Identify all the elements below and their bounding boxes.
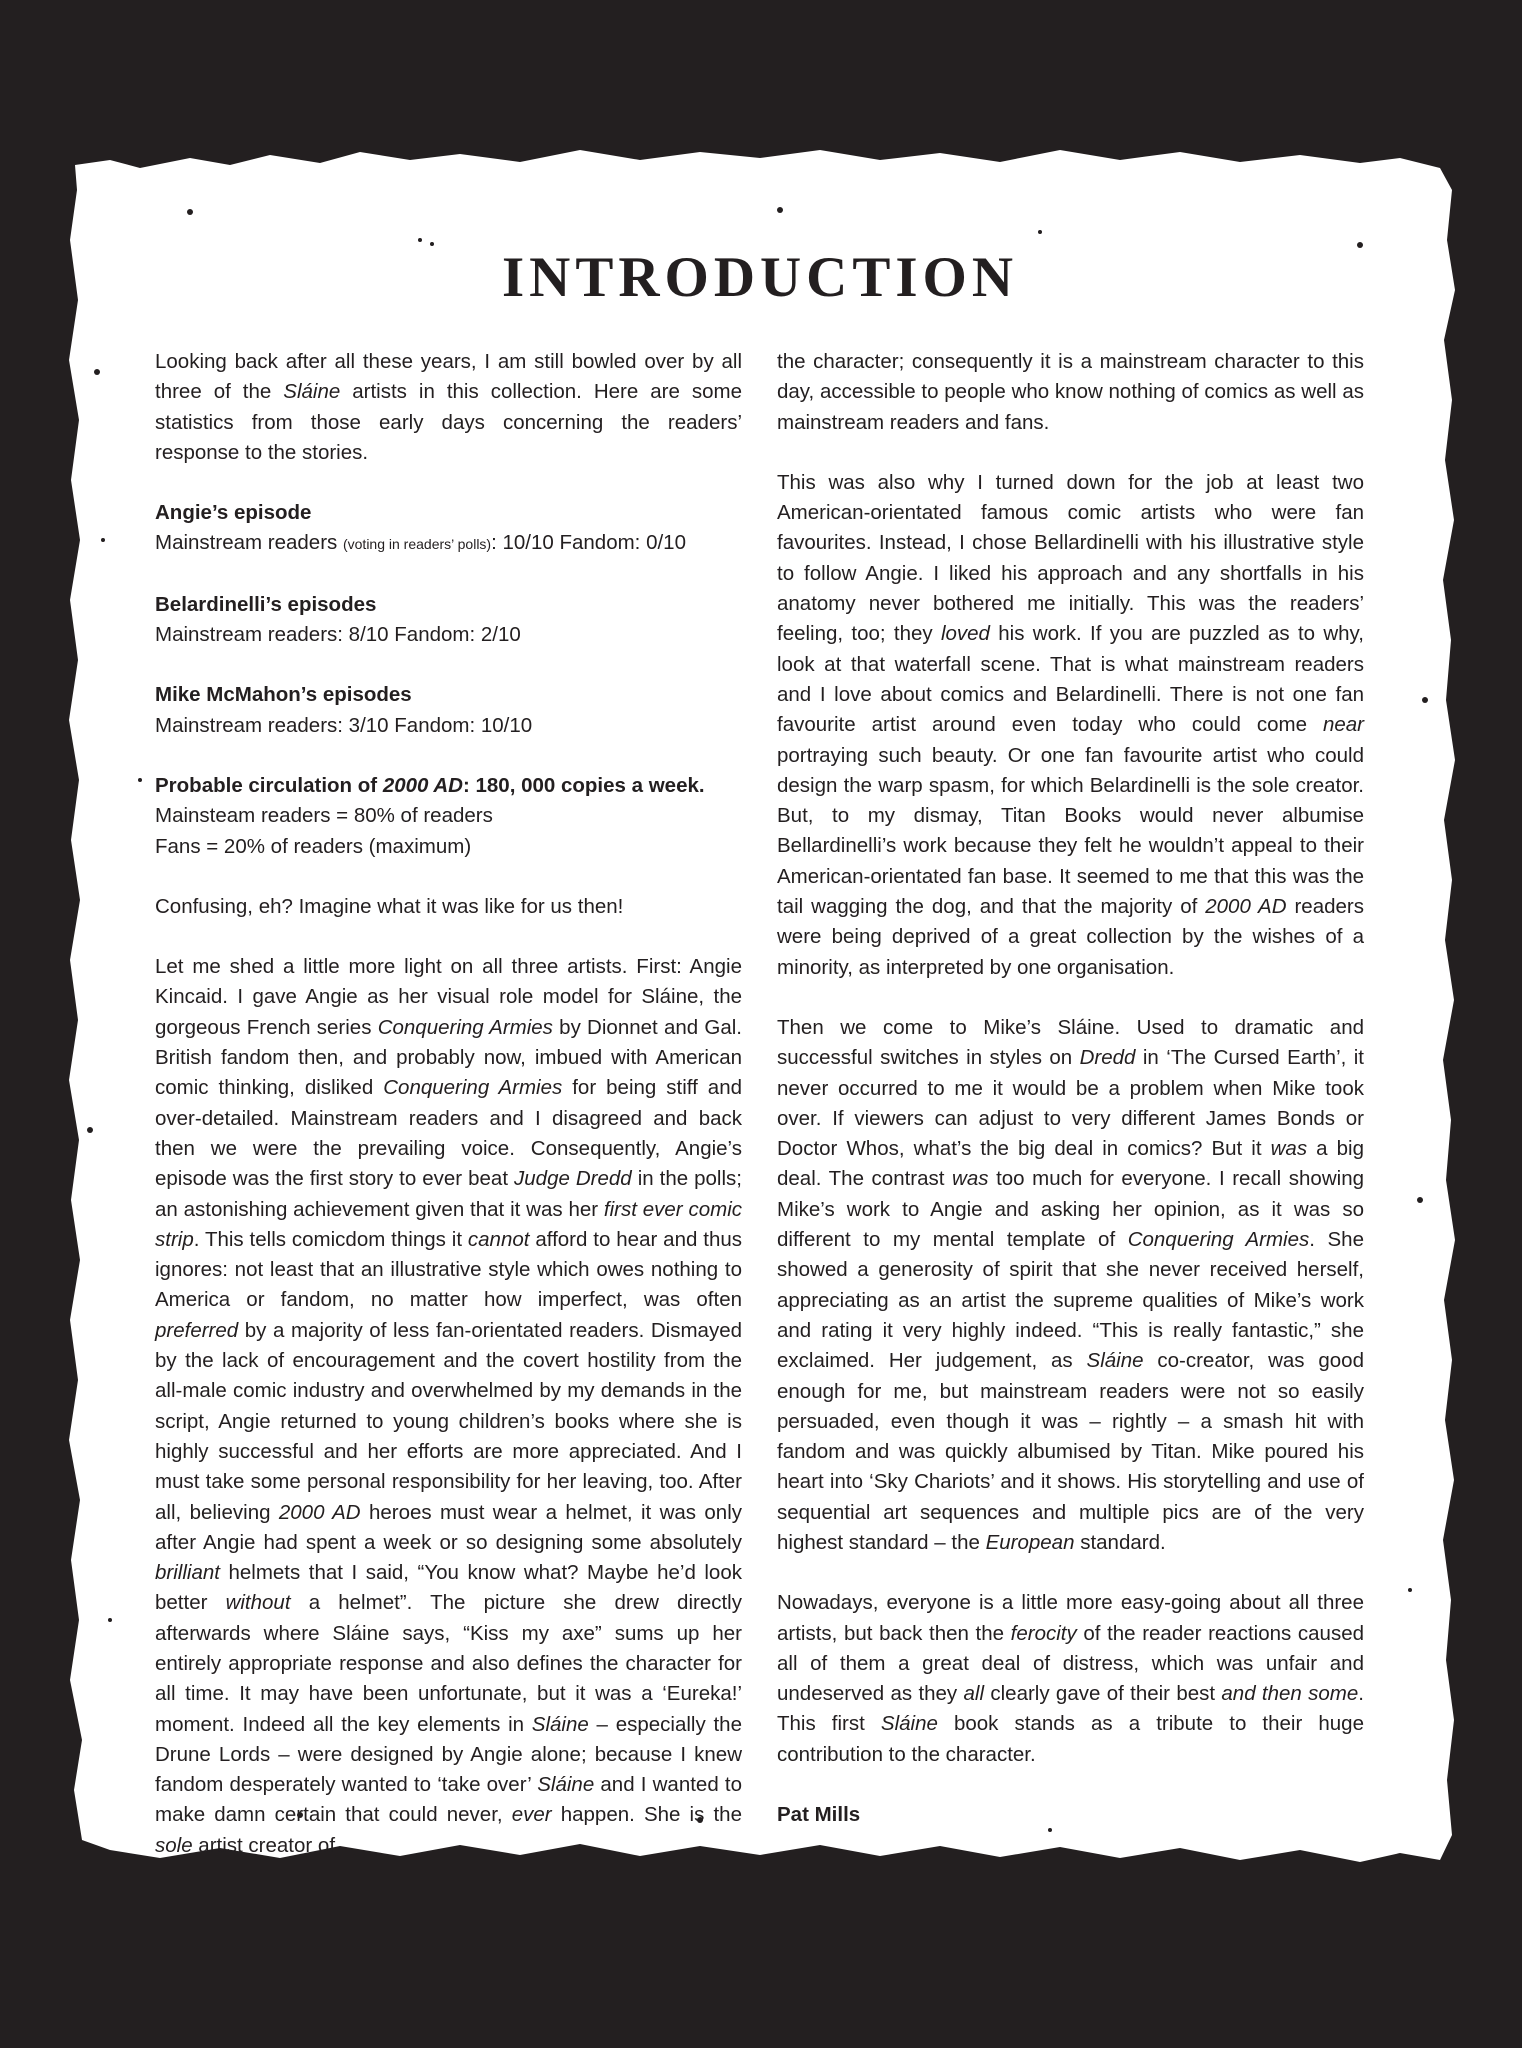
intro-paragraph: Looking back after all these years, I am still bowled over by all three of the Sláine artists in this collection. Here are some statistics from those early days concerning the readers’ response to the stories. — [155, 350, 742, 464]
stat-line-fans-share: Fans = 20% of readers (maximum) — [155, 834, 472, 858]
page-content — [155, 245, 1365, 1857]
confusing-line: Confusing, eh? Imagine what it was like for us then! — [155, 894, 624, 918]
stat-block-angie — [155, 498, 742, 560]
stat-label-angie: Angie’s episode — [155, 501, 312, 525]
stat-line-mainstream-share: Mainsteam readers = 80% of readers — [155, 804, 493, 828]
stat-line-angie: Mainstream readers (voting in readers’ polls): 10/10 Fandom: 0/10 — [155, 531, 686, 555]
stat-line-mcmahon: Mainstream readers: 3/10 Fandom: 10/10 — [155, 713, 533, 737]
stat-line-belardinelli: Mainstream readers: 8/10 Fandom: 2/10 — [155, 623, 521, 647]
right-column — [777, 347, 1364, 1860]
stat-label-belardinelli: Belardinelli’s episodes — [155, 592, 377, 616]
stat-label-circulation: Probable circulation of 2000 AD: 180, 000 copies a week. — [155, 773, 705, 797]
belardinelli-paragraph: This was also why I turned down for the job at least two American-orientated famous comic artists who were fan favourites. Instead, I chose Bellardinelli with his illustrative style to follow Angie. I liked his approach and any shortfalls in his anatomy never bothered me initially. This was the readers’ feeling, too; they loved his work. If you are puzzled as to why, look at that waterfall scene. That is what mainstream readers and I love about comics and Belardinelli. There is not one fan favourite artist around even today who could come near portraying such beauty. Or one fan favourite artist who could design the warp spasm, for which Belardinelli is the sole creator. But, to my dismay, Titan Books would never albumise Bellardinelli’s work because they felt he wouldn’t appeal to their American-orientated fan base. It seemed to me that this was the tail wagging the dog, and that the majority of 2000 AD readers were being deprived of a great collection by the wishes of a minority, as interpreted by one organisation. — [777, 470, 1364, 979]
angie-paragraph: Let me shed a little more light on all three artists. First: Angie Kincaid. I gave Angie as her visual role model for Sláine, the gorgeous French series Conquering Armies by Dionnet and Gal. British fandom then, and probably now, imbued with American comic thinking, disliked Conquering Armies for being stiff and over-detailed. Mainstream readers and I disagreed and back then we were the prevailing voice. Consequently, Angie’s episode was the first story to ever beat Judge Dredd in the polls; an astonishing achievement given that it was her first ever comic strip. This tells comicdom things it cannot afford to hear and thus ignores: not least that an illustrative style which owes nothing to America or fandom, no matter how imperfect, was often preferred by a majority of less fan-orientated readers. Dismayed by the lack of encouragement and the covert hostility from the all-male comic industry and overwhelmed by my demands in the script, Angie returned to young children’s books where she is highly successful and her efforts are more appreciated. And I must take some personal responsibility for her leaving, too. After all, believing 2000 AD heroes must wear a helmet, it was only after Angie had spent a week or so designing some absolutely brilliant helmets that I said, “You know what? Maybe he’d look better without a helmet”. The picture she drew directly afterwards where Sláine says, “Kiss my axe” sums up her entirely appropriate response and also defines the character for all time. It may have been unfortunate, but it was a ‘Eureka!’ moment. Indeed all the key elements in Sláine – especially the Drune Lords – were designed by Angie alone; because I knew fandom desperately wanted to ‘take over’ Sláine and I wanted to make damn certain that could never, ever happen. She is the sole artist creator of — [155, 955, 743, 1857]
stat-block-belardinelli — [155, 590, 742, 651]
stat-block-mcmahon — [155, 680, 742, 741]
stat-block-circulation — [155, 771, 742, 862]
page-title: INTRODUCTION — [501, 246, 1019, 309]
stat-label-mcmahon: Mike McMahon’s episodes — [155, 683, 412, 707]
left-column — [155, 347, 742, 1891]
nowadays-paragraph: Nowadays, everyone is a little more easy-going about all three artists, but back then the ferocity of the reader reactions caused all of them a great deal of distress, which was unfair and undeserved as they all clearly gave of their best and then some. This first Sláine book stands as a tribute to their huge contribution to the character. — [777, 1591, 1364, 1766]
character-paragraph: the character; consequently it is a mainstream character to this day, accessible to people who know nothing of comics as well as mainstream readers and fans. — [777, 350, 1364, 434]
mcmahon-paragraph: Then we come to Mike’s Sláine. Used to dramatic and successful switches in styles on Dredd in ‘The Cursed Earth’, it never occurred to me it would be a problem when Mike took over. If viewers can adjust to very different James Bonds or Doctor Whos, what’s the big deal in comics? But it was a big deal. The contrast was too much for everyone. I recall showing Mike’s work to Angie and asking her opinion, as it was so different to my mental template of Conquering Armies. She showed a generosity of spirit that she never received herself, appreciating as an artist the supreme qualities of Mike’s work and rating it very highly indeed. “This is really fantastic,” she exclaimed. Her judgement, as Sláine co-creator, was good enough for me, but mainstream readers were not so easily persuaded, even though it was – rightly – a smash hit with fandom and was quickly albumised by Titan. Mike poured his heart into ‘Sky Chariots’ and it shows. His storytelling and use of sequential art sequences and multiple pics are of the very highest standard – the European standard. — [777, 1015, 1364, 1554]
author-signoff: Pat Mills — [777, 1803, 861, 1827]
